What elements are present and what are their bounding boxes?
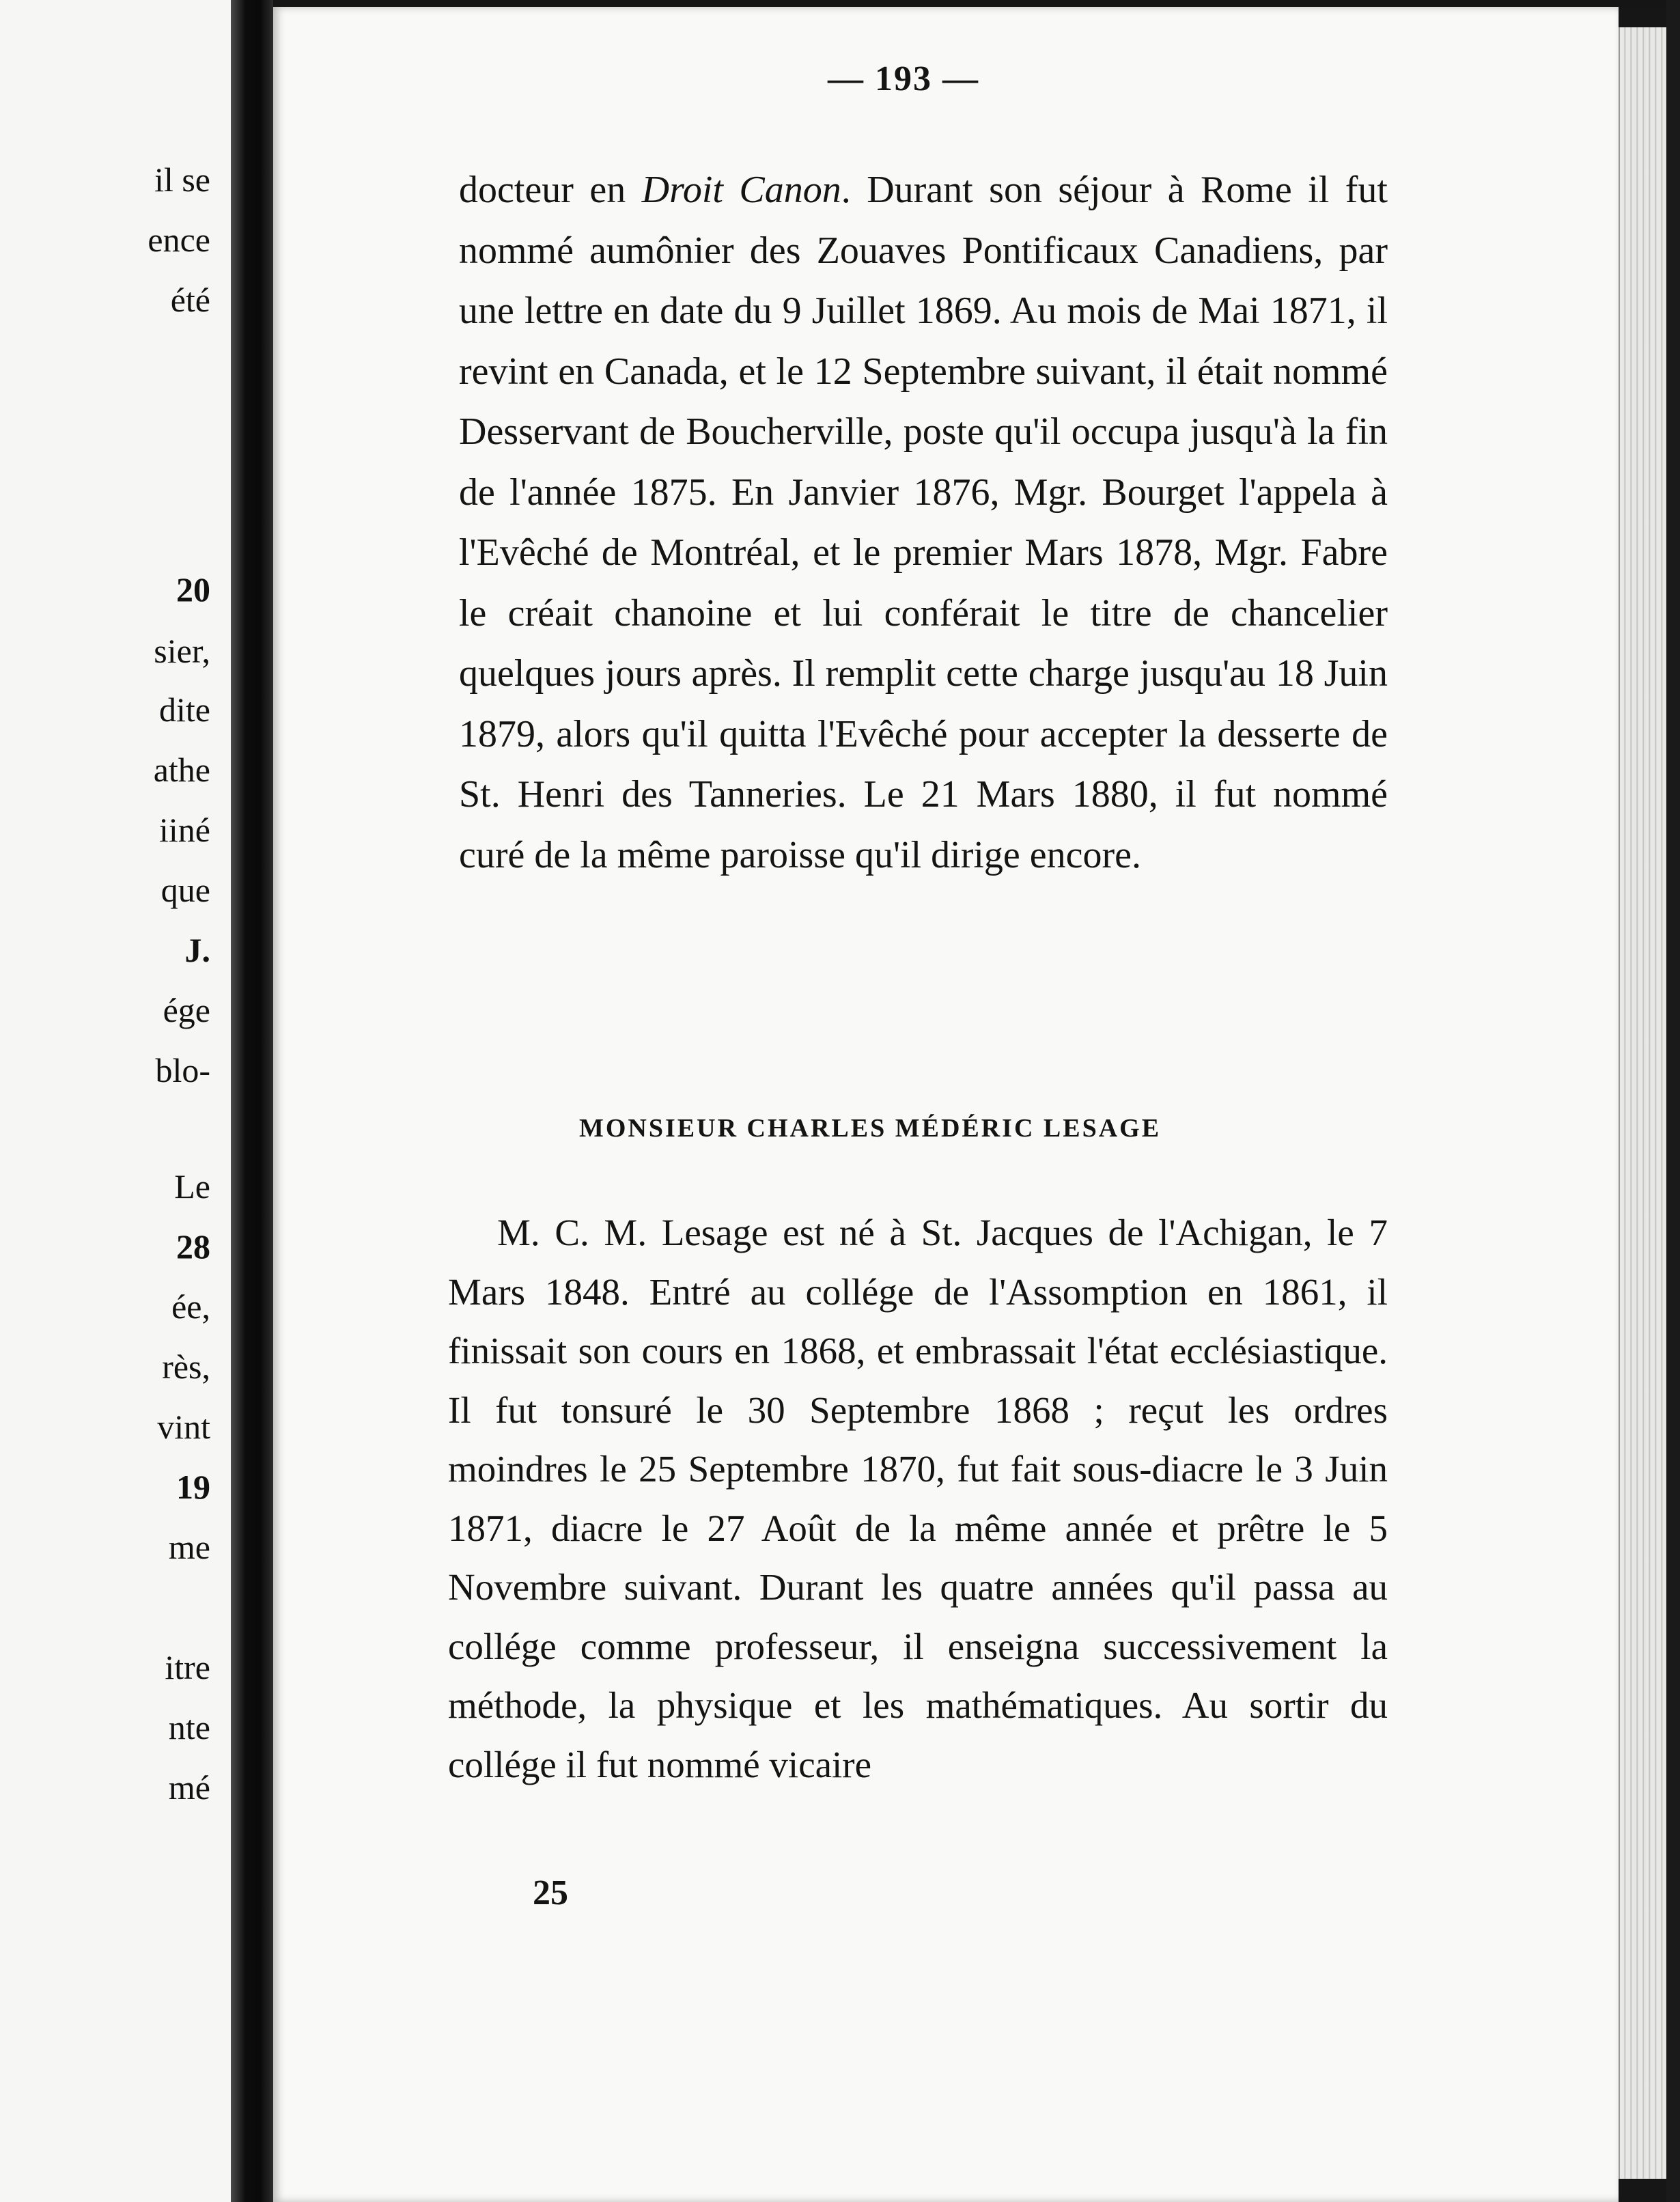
left-fragment: ége	[163, 991, 210, 1029]
scan-border-right	[1666, 0, 1680, 2202]
left-fragment: 28	[176, 1227, 210, 1266]
left-fragment: été	[170, 281, 210, 319]
left-fragment: Le	[174, 1167, 210, 1205]
paragraph-1-italic: Droit Canon	[641, 169, 841, 211]
left-fragment: il se	[154, 161, 210, 199]
previous-page-fragment	[0, 0, 231, 2202]
left-fragment: rès,	[162, 1348, 210, 1386]
left-fragment: ence	[148, 221, 210, 259]
signature-mark: 25	[533, 1873, 568, 1912]
left-fragment: itre	[165, 1648, 210, 1686]
left-fragment: dite	[159, 691, 210, 729]
page-number: — 193 —	[828, 59, 979, 98]
left-fragment: vint	[157, 1408, 210, 1446]
book-gutter	[231, 0, 273, 2202]
left-fragment: J.	[184, 931, 210, 969]
left-fragment: athe	[153, 751, 210, 789]
paragraph-1-lead: docteur en	[459, 169, 642, 211]
left-fragment: me	[168, 1528, 210, 1566]
left-fragment: blo-	[155, 1051, 210, 1089]
left-fragment: 20	[176, 570, 210, 609]
left-fragment: ée,	[171, 1287, 210, 1326]
left-fragment: sier,	[154, 632, 210, 670]
paragraph-1	[459, 160, 1388, 885]
left-fragment: iiné	[159, 811, 210, 849]
left-fragment: 19	[176, 1468, 210, 1506]
page-edges	[1619, 27, 1668, 2179]
left-fragment: que	[160, 871, 210, 909]
section-heading: MONSIEUR CHARLES MÉDÉRIC LESAGE	[579, 1114, 1162, 1143]
paragraph-2: M. C. M. Lesage est né à St. Jacques de l'Achigan, le 7 Mars 1848. Entré au collége de l'Assomption en 1861, il finissait son cours en 1868, et embrassait l'état ecclésiastique. Il fut tonsuré le 30 Septembre 1868 ; reçut les ordres moindres le 25 Septembre 1870, fut fait sous-diacre le 3 Juin 1871, diacre le 27 Août de la même année et prêtre le 5 Novembre suivant. Durant les quatre années qu'il passa au collége comme professeur, il enseigna successivement la méthode, la physique et les mathématiques. Au sortir du collége il fut nommé vicaire	[448, 1212, 1388, 1785]
left-fragment: mé	[168, 1768, 210, 1807]
paragraph-1-rest: . Durant son séjour à Rome il fut nommé aumônier des Zouaves Pontificaux Canadiens, par une lettre en date du 9 Juillet 1869. Au mois de Mai 1871, il revint en Canada, et le 12 Septembre suivant, il était nommé Desservant de Boucherville, poste qu'il occupa jusqu'à la fin de l'année 1875. En Janvier 1876, Mgr. Bourget l'appela à l'Evêché de Montréal, et le premier Mars 1878, Mgr. Fabre le créait chanoine et lui conférait le titre de chancelier quelques jours après. Il remplit cette charge jusqu'au 18 Juin 1879, alors qu'il quitta l'Evêché pour accepter la desserte de St. Henri des Tanneries. Le 21 Mars 1880, il fut nommé curé de la même paroisse qu'il dirige encore.	[459, 169, 1388, 876]
left-fragment: nte	[168, 1708, 210, 1746]
